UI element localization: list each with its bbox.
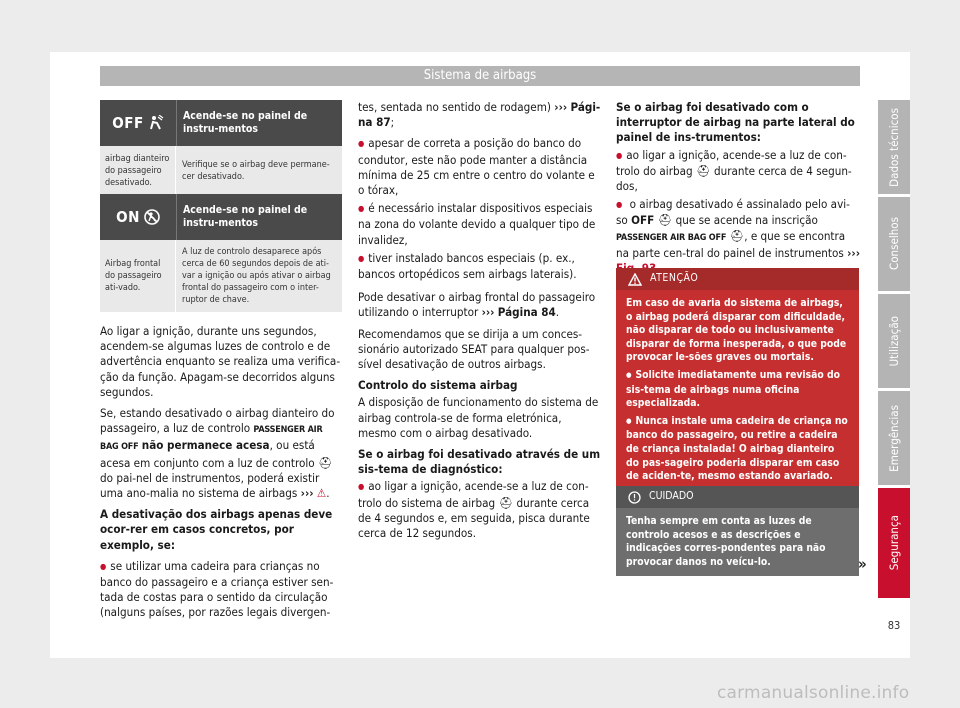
off-text: OFF	[112, 114, 144, 132]
tab-conselhos[interactable]: Conselhos	[878, 197, 910, 291]
airbag-off-symbol	[100, 100, 176, 146]
warning-triangle-icon	[628, 273, 642, 286]
passenger-airbag-icon	[148, 115, 164, 131]
list-item: ● se utilizar uma cadeira para crianças no banco do passageiro e a criança estiver sen-tada de costas para o sentido da circulação (nalguns países, por razões legais divergen-	[100, 559, 342, 621]
section-heading: Controlo do sistema airbag	[358, 378, 518, 393]
paragraph: Tenha sempre em conta as luzes de controlo acesos e as descrições e indicações corres-pondentes para não provocar danos no veícu-lo.	[626, 515, 826, 568]
list-item: ● Nunca instale uma cadeira de criança no banco do passageiro, ou retire a cadeira de criança instalada! O airbag dianteiro do pas-sageiro poderia disparar em caso de aciden-te, mesmo estando avariado.	[626, 415, 849, 484]
caution-body	[616, 508, 859, 576]
off-symbol: OFF	[631, 213, 655, 228]
warning-body	[616, 290, 859, 491]
table-header-label: Acende-se no painel de instru-mentos	[176, 100, 342, 146]
passenger-airbag-icon: ⛑	[729, 228, 745, 243]
table-cell: A luz de controlo desaparece após cerca de 60 segundos depois de ati-var a ignição ou após ativar o airbag frontal do passageiro com o inter-ruptor de chave.	[182, 247, 331, 305]
text-column-2	[358, 100, 602, 544]
text-column-3	[616, 100, 860, 279]
on-text: ON	[116, 208, 140, 226]
indicator-table-off	[100, 100, 342, 196]
indicator-table-on	[100, 194, 342, 312]
airbag-icon: ⛑	[498, 495, 514, 510]
continue-mark: »	[858, 555, 867, 573]
tab-dados-tecnicos[interactable]: Dados técnicos	[878, 100, 910, 194]
airbag-icon: ⛑	[317, 455, 333, 470]
list-item: ● tiver instalado bancos especiais (p. ex., bancos ortopédicos sem airbags laterais).	[358, 251, 602, 282]
page-number: 83	[887, 619, 901, 632]
table-row	[100, 146, 342, 196]
caution-box	[616, 486, 859, 576]
text-column-1	[100, 324, 342, 624]
table-row	[100, 240, 342, 312]
section-heading: A desativação dos airbags apenas deve ocor-rer em casos concretos, por exemplo, se:	[100, 507, 333, 552]
crossed-airbag-icon	[144, 209, 160, 225]
section-heading: Se o airbag foi desativado com o interruptor de airbag na parte lateral do painel de ins-trumentos:	[616, 100, 855, 145]
info-circle-icon	[628, 491, 641, 504]
section-heading: Se o airbag foi desativado através de um sis-tema de diagnóstico:	[358, 447, 601, 477]
table-cell: Verifique se o airbag deve permane-cer desativado.	[182, 160, 330, 182]
airbag-icon: ⛑	[695, 163, 711, 178]
paragraph: A disposição de funcionamento do sistema de airbag controla-se de forma eletrónica, mesmo com o airbag desativado.	[358, 395, 599, 440]
caution-header: CUIDADO	[616, 486, 859, 508]
side-navigation	[878, 100, 910, 601]
list-item: ● ao ligar a ignição, acende-se a luz de con-trolo do airbag ⛑ durante cerca de 4 segun-dos,	[616, 148, 860, 195]
table-cell: Airbag frontal do passageiro ati-vado.	[100, 240, 176, 312]
passenger-airbag-off-symbol: PASSENGER AIR BAG OFF	[616, 232, 727, 243]
paragraph: Ao ligar a ignição, durante uns segundos, acendem-se algumas luzes de controlo e de advertência enquanto se realiza uma verifica-ção da função. Apagam-se decorridos alguns segundos.	[100, 324, 341, 399]
paragraph: Se, estando desativado o airbag dianteiro do passageiro, a luz de controlo PASSENGER AIR BAG OFF não permanece acesa, ou está acesa em conjunto com a luz de controlo ⛑ do pai-nel de instrumentos, poderá existir uma ano-malia no sistema de airbags ››› ⚠.	[100, 406, 335, 501]
table-header	[100, 194, 342, 240]
paragraph: Recomendamos que se dirija a um conces-sionário autorizado SEAT para qualquer pos-sível desativação de outros airbags.	[358, 326, 590, 372]
passenger-airbag-icon: ⛑	[657, 213, 673, 228]
warning-header: ATENÇÃO	[616, 268, 859, 290]
watermark: carmanualsonline.info	[717, 683, 910, 703]
table-header-label: Acende-se no painel de instru-mentos	[176, 194, 342, 240]
list-item: ● Solicite imediatamente uma revisão do sis-tema de airbags numa oficina especializada.	[626, 369, 849, 411]
page-reference-link[interactable]: Página 84	[497, 305, 556, 320]
table-cell: airbag dianteiro do passageiro desativado.	[100, 146, 176, 196]
warning-triangle-icon[interactable]: ⚠	[316, 486, 327, 501]
passenger-airbag-off-symbol: PASSENGER AIR BAG OFF	[100, 425, 323, 453]
list-item: ● o airbag desativado é assinalado pelo avi-so OFF ⛑ que se acende na inscrição PASSENGER AIR BAG OFF ⛑, e que se encontra na parte cen-tral do painel de instrumentos ›››	[616, 197, 860, 276]
list-item: ● ao ligar a ignição, acende-se a luz de con-trolo do sistema de airbag ⛑ durante cerca de 4 segundos e, em seguida, pisca durante cerca de 12 segundos.	[358, 479, 602, 541]
list-item: ● apesar de correta a posição do banco do condutor, este não pode manter a distância mínima de 25 cm entre o centro do volante e o tórax,	[358, 136, 602, 198]
reference-arrow: ›››	[300, 486, 314, 501]
tab-seguranca[interactable]: Segurança	[878, 488, 910, 598]
tab-emergencias[interactable]: Emergências	[878, 391, 910, 485]
page-header: Sistema de airbags	[100, 66, 860, 86]
table-header	[100, 100, 342, 146]
paragraph: Em caso de avaria do sistema de airbags, o airbag poderá disparar com dificuldade, não disparar de todo ou inclusivamente disparar de forma inesperada, o que pode provocar le-sões graves ou mortais.	[626, 297, 847, 364]
paragraph: tes, sentada no sentido de rodagem) ››› Pági-na 87;	[358, 100, 601, 130]
page-reference-link[interactable]: Pági-na 87	[358, 100, 601, 130]
airbag-on-symbol	[100, 194, 176, 240]
paragraph: Pode desativar o airbag frontal do passageiro utilizando o interruptor ››› Página 84.	[358, 290, 596, 320]
list-item: ● é necessário instalar dispositivos especiais na zona do volante devido a qualquer tipo de invalidez,	[358, 201, 602, 248]
warning-box	[616, 268, 859, 491]
tab-utilizacao[interactable]: Utilização	[878, 294, 910, 388]
